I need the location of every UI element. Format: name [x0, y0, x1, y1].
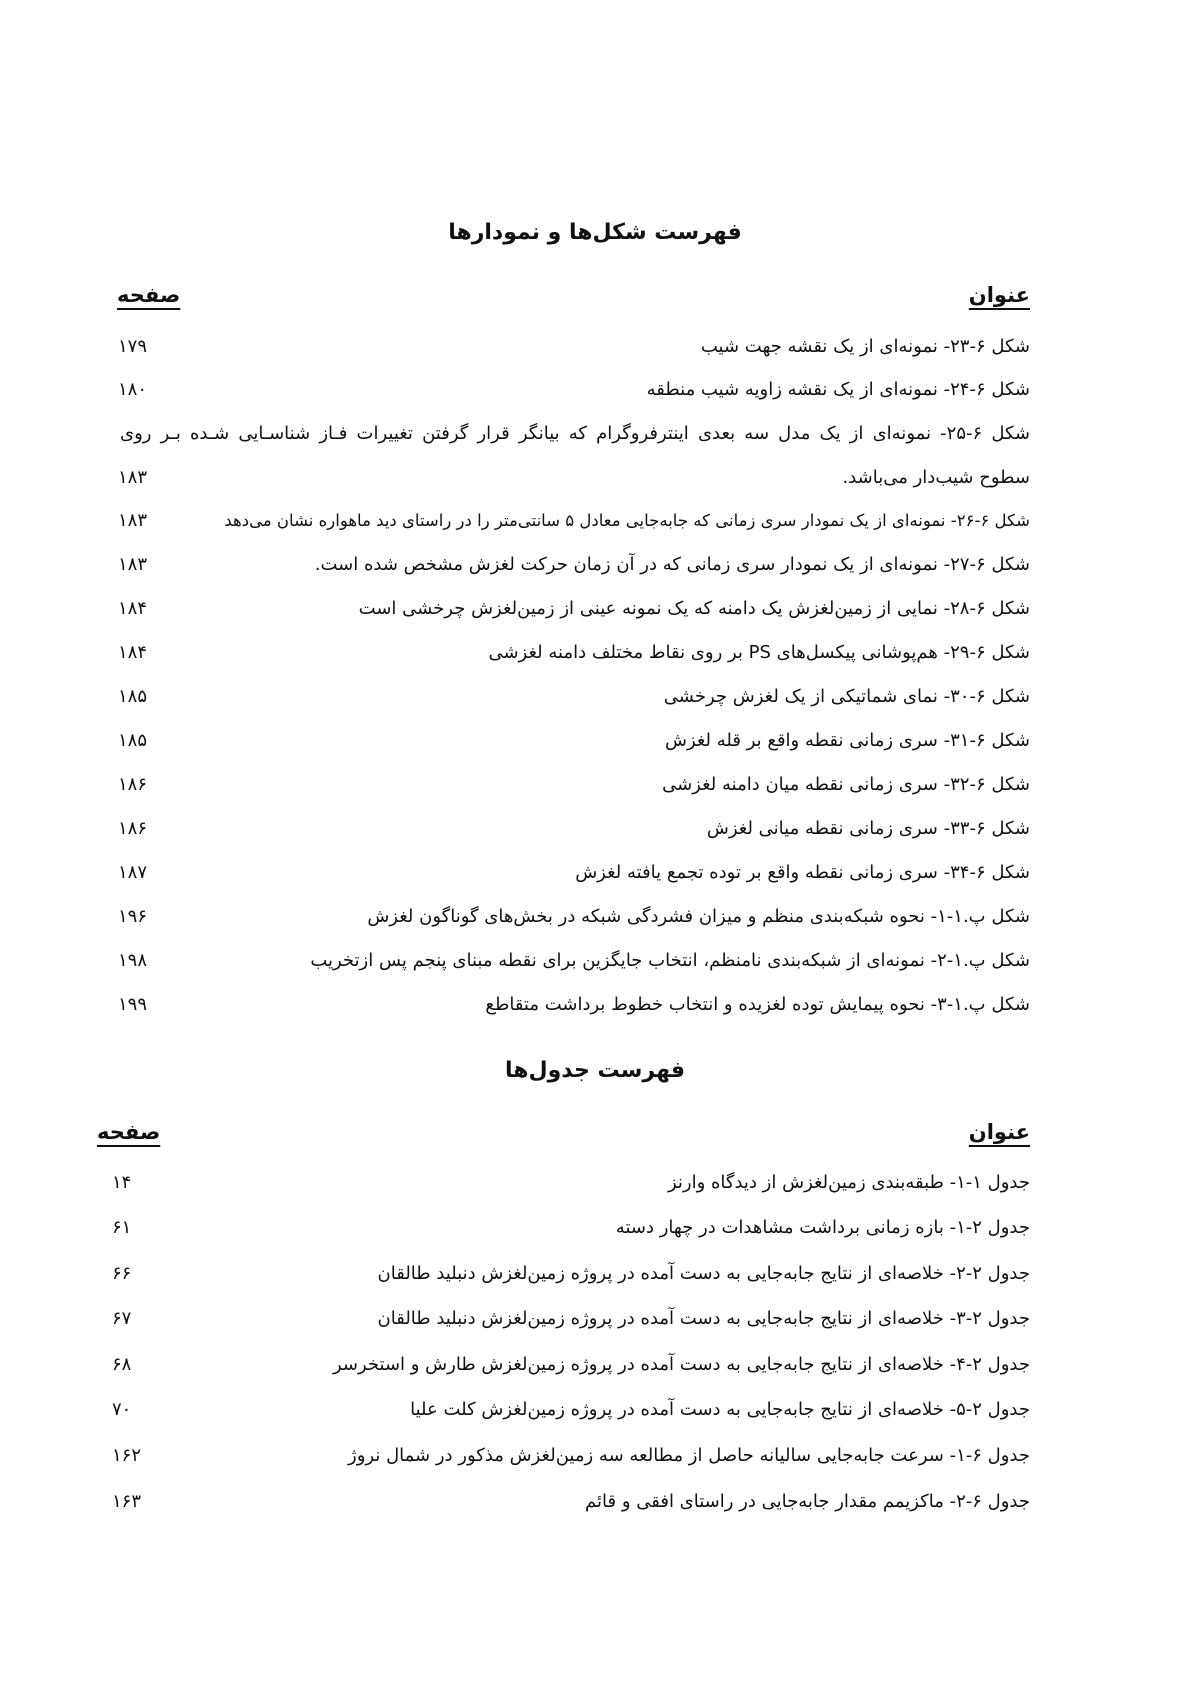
- figure-entry-page: ۱۸۰: [118, 379, 148, 400]
- figure-entry-page: ۱۸۷: [118, 862, 148, 883]
- figure-entry: [0, 330, 1190, 364]
- figure-entry-page: ۱۹۹: [118, 994, 148, 1015]
- figure-entry: [0, 373, 1190, 407]
- figure-entry-title: شکل ۶-۳۱- سری زمانی نقطه واقع بر قله لغزش: [664, 730, 1030, 751]
- table-entry: [0, 1439, 1190, 1473]
- figure-entry-title: شکل ۶-۲۷- نمونه‌ای از یک نمودار سری زمانی که در آن زمان حرکت لغزش مشخص شده است.: [314, 554, 1030, 575]
- figure-entry-page: ۱۷۹: [118, 336, 148, 357]
- figure-entry-title: شکل ۶-۲۶- نمونه‌ای از یک نمودار سری زمانی که جابه‌جایی معادل ۵ سانتی‌متر را در راستای دید ماهواره نشان می‌دهد: [224, 511, 1030, 530]
- figure-entry-title: شکل ۶-۲۹- هم‌پوشانی پیکسل‌های PS بر روی نقاط مختلف دامنه لغزشی: [488, 642, 1030, 663]
- figure-entry-page: ۱۸۳: [118, 554, 148, 575]
- tables-header-page: صفحه: [97, 1120, 161, 1144]
- figure-entry-title: شکل ۶-۲۸- نمایی از زمین‌لغزش یک دامنه که یک نمونه عینی از زمین‌لغزش چرخشی است: [358, 598, 1030, 619]
- figure-entry: [0, 944, 1190, 978]
- figure-entry-continuation: [0, 461, 1190, 495]
- figure-entry-title: شکل ۶-۳۳- سری زمانی نقطه میانی لغزش: [706, 818, 1030, 839]
- figure-entry: [0, 548, 1190, 582]
- table-entry-title: جدول ۲-۴- خلاصه‌ای از نتایج جابه‌جایی به دست آمده در پروژه زمین‌لغزش طارش و استخرسر: [332, 1354, 1030, 1375]
- figures-list-title: فهرست شکل‌ها و نمودارها: [448, 220, 742, 245]
- figures-header-title: عنوان: [968, 283, 1030, 307]
- table-entry-page: ۶۱: [112, 1217, 132, 1238]
- figure-entry-page: ۱۸۴: [118, 642, 148, 663]
- table-entry: [0, 1485, 1190, 1519]
- figure-entry-title: شکل ۶-۳۰- نمای شماتیکی از یک لغزش چرخشی: [663, 686, 1030, 707]
- table-entry-page: ۶۷: [112, 1308, 132, 1329]
- table-entry-title: جدول ۶-۱- سرعت جابه‌جایی سالیانه حاصل از مطالعه سه زمین‌لغزش مذکور در شمال نروژ: [348, 1445, 1030, 1466]
- figure-entry: [0, 812, 1190, 846]
- table-entry-title: جدول ۲-۱- بازه زمانی برداشت مشاهدات در چهار دسته: [615, 1217, 1030, 1238]
- table-entry-title: جدول ۲-۳- خلاصه‌ای از نتایج جابه‌جایی به دست آمده در پروژه زمین‌لغزش دنبلید طالقان: [377, 1308, 1030, 1329]
- table-entry: [0, 1302, 1190, 1336]
- figures-header-page: صفحه: [117, 283, 181, 307]
- figure-entry-title: شکل ۶-۳۴- سری زمانی نقطه واقع بر توده تجمع یافته لغزش: [575, 862, 1030, 883]
- figure-entry: [0, 417, 1190, 451]
- table-entry-title: جدول ۶-۲- ماکزیمم مقدار جابه‌جایی در راستای افقی و قائم: [585, 1491, 1030, 1512]
- figure-entry-page: ۱۸۵: [118, 730, 148, 751]
- figure-entry: [0, 768, 1190, 802]
- figure-entry: [0, 988, 1190, 1022]
- table-entry-title: جدول ۲-۵- خلاصه‌ای از نتایج جابه‌جایی به دست آمده در پروژه زمین‌لغزش کلت علیا: [410, 1399, 1030, 1420]
- table-entry-page: ۱۶۳: [112, 1491, 142, 1512]
- figure-entry-title: شکل ۶-۳۲- سری زمانی نقطه میان دامنه لغزشی: [662, 774, 1030, 795]
- table-entry-page: ۱۴: [112, 1172, 132, 1193]
- figure-entry-title: شکل ۶-۲۵- نمونه‌ای از یک مدل سه بعدی اینترفروگرام که بیانگر قرار گرفتن تغییرات فـاز شناسـایی شـده بـر روی: [120, 423, 1030, 444]
- table-entry: [0, 1257, 1190, 1291]
- tables-list-title: فهرست جدول‌ها: [504, 1058, 686, 1083]
- table-entry-title: جدول ۲-۲- خلاصه‌ای از نتایج جابه‌جایی به دست آمده در پروژه زمین‌لغزش دنبلید طالقان: [377, 1263, 1030, 1284]
- tables-header-title: عنوان: [968, 1120, 1030, 1144]
- table-entry: [0, 1166, 1190, 1200]
- table-entry-title: جدول ۱-۱- طبقه‌بندی زمین‌لغزش از دیدگاه وارنز: [667, 1172, 1030, 1193]
- figure-entry-page: ۱۸۵: [118, 686, 148, 707]
- figure-entry: [0, 680, 1190, 714]
- figure-entry: [0, 504, 1190, 538]
- figure-entry-page: ۱۹۶: [118, 906, 148, 927]
- table-entry-page: ۷۰: [112, 1399, 132, 1420]
- figure-entry-page: ۱۸۶: [118, 818, 148, 839]
- figure-entry-title-continuation: سطوح شیب‌دار می‌باشد.: [842, 467, 1030, 488]
- table-entry: [0, 1393, 1190, 1427]
- figure-entry-title: شکل پ.۱-۳- نحوه پیمایش توده لغزیده و انتخاب خطوط برداشت متقاطع: [485, 994, 1030, 1015]
- figure-entry-page: ۱۸۶: [118, 774, 148, 795]
- table-entry-page: ۶۸: [112, 1354, 132, 1375]
- figure-entry-page: ۱۸۳: [118, 467, 148, 488]
- figure-entry-page: ۱۹۸: [118, 950, 148, 971]
- table-entry: [0, 1348, 1190, 1382]
- figure-entry: [0, 636, 1190, 670]
- figure-entry-page: ۱۸۴: [118, 598, 148, 619]
- table-entry-page: ۶۶: [112, 1263, 132, 1284]
- figure-entry-page: ۱۸۳: [118, 510, 148, 531]
- figure-entry: [0, 900, 1190, 934]
- table-entry-page: ۱۶۲: [112, 1445, 142, 1466]
- figure-entry: [0, 592, 1190, 626]
- figure-entry-title: شکل پ.۱-۲- نمونه‌ای از شبکه‌بندی نامنظم، انتخاب جایگزین برای نقطه مبنای پنجم پس ازتخریب: [310, 950, 1030, 971]
- figure-entry-title: شکل پ.۱-۱- نحوه شبکه‌بندی منظم و میزان فشردگی شبکه در بخش‌های گوناگون لغزش: [367, 906, 1030, 927]
- figure-entry-title: شکل ۶-۲۴- نمونه‌ای از یک نقشه زاویه شیب منطقه: [646, 379, 1030, 400]
- figure-entry: [0, 724, 1190, 758]
- table-entry: [0, 1211, 1190, 1245]
- figure-entry-title: شکل ۶-۲۳- نمونه‌ای از یک نقشه جهت شیب: [700, 336, 1030, 357]
- figure-entry: [0, 856, 1190, 890]
